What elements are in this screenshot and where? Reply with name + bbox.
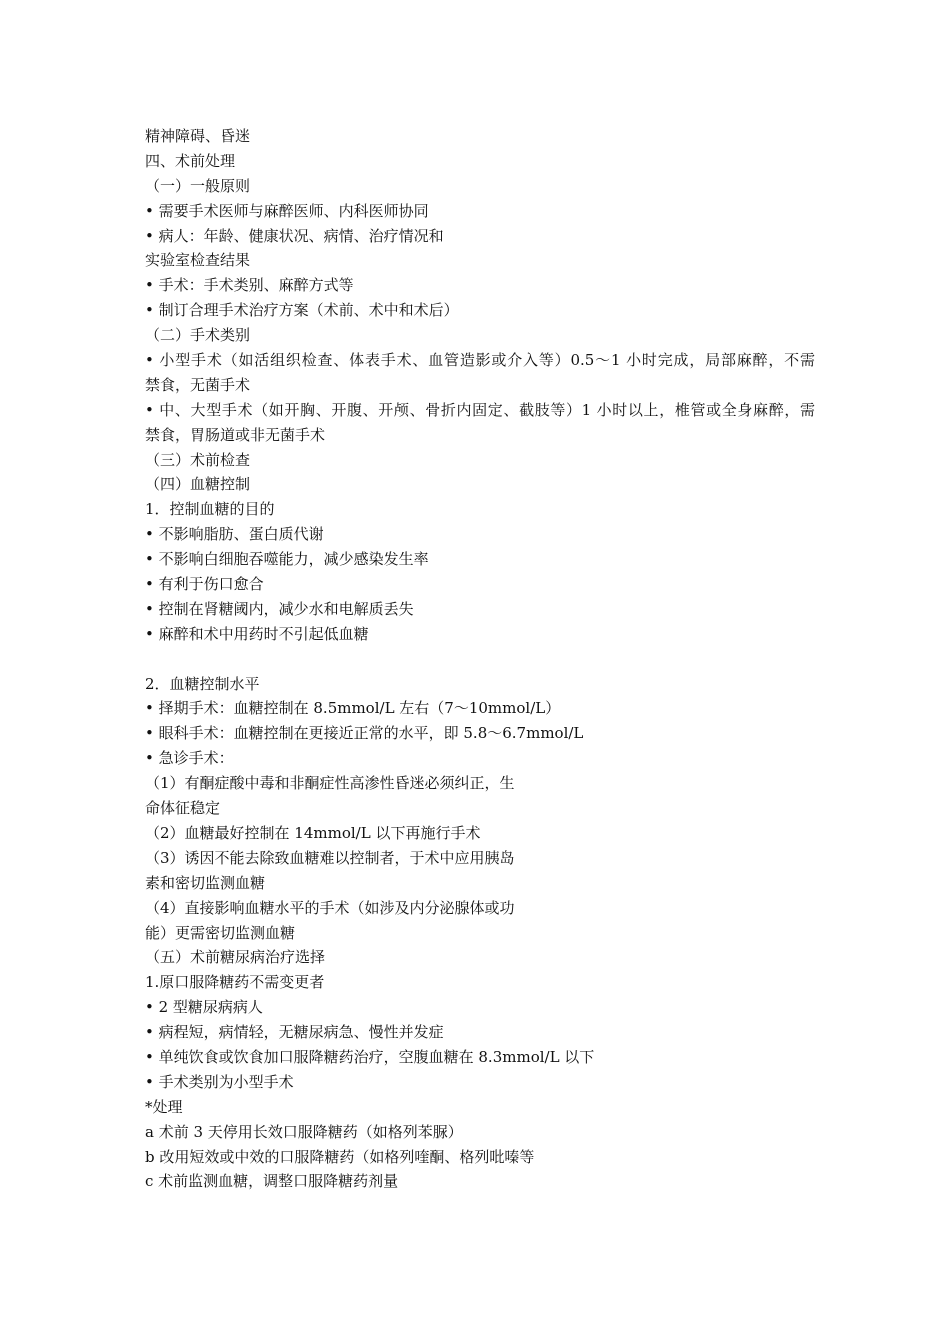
bullet-item: • 单纯饮食或饮食加口服降糖药治疗，空腹血糖在 8.3mmol/L 以下	[145, 1047, 595, 1066]
bullet-item: • 急诊手术：	[145, 749, 234, 768]
text-line: 实验室检查结果	[145, 251, 251, 270]
lettered-item: a 术前 3 天停用长效口服降糖药（如格列苯脲）	[145, 1122, 463, 1141]
lettered-item: b 改用短效或中效的口服降糖药（如格列喹酮、格列吡嗪等	[145, 1147, 535, 1166]
bullet-item: • 麻醉和术中用药时不引起低血糖	[145, 624, 369, 643]
lettered-item: c 术前监测血糖，调整口服降糖药剂量	[145, 1172, 399, 1191]
subsection-heading: （四）血糖控制	[145, 475, 251, 494]
bullet-item: • 手术类别为小型手术	[145, 1072, 294, 1091]
numbered-heading: 1.原口服降糖药不需变更者	[145, 973, 325, 992]
text-line: *处理	[145, 1097, 183, 1116]
bullet-item: • 控制在肾糖阈内，减少水和电解质丢失	[145, 599, 414, 618]
bullet-item: • 病人：年龄、健康状况、病情、治疗情况和	[145, 226, 444, 245]
text-line: 精神障碍、昏迷	[145, 127, 251, 145]
bullet-item: • 有利于伤口愈合	[145, 575, 264, 594]
bullet-item: • 病程短，病情轻，无糖尿病急、慢性并发症	[145, 1023, 444, 1042]
text-line: 命体征稳定	[145, 799, 221, 818]
section-heading: 四、术前处理	[145, 151, 236, 170]
text-line: 禁食，无菌手术	[145, 375, 251, 394]
numbered-item: （2）血糖最好控制在 14mmol/L 以下再施行手术	[145, 823, 481, 842]
subsection-heading: （二）手术类别	[145, 326, 251, 345]
bullet-item: • 择期手术：血糖控制在 8.5mmol/L 左右（7～10mmol/L）	[145, 699, 561, 718]
bullet-item: • 不影响白细胞吞噬能力，减少感染发生率	[145, 550, 429, 569]
numbered-heading: 1．控制血糖的目的	[145, 500, 275, 519]
subsection-heading: （五）术前糖尿病治疗选择	[145, 948, 326, 967]
numbered-item: （4）直接影响血糖水平的手术（如涉及内分泌腺体或功	[145, 898, 515, 917]
numbered-item: （1）有酮症酸中毒和非酮症性高渗性昏迷必须纠正，生	[145, 774, 515, 793]
numbered-heading: 2．血糖控制水平	[145, 674, 260, 693]
text-line: 素和密切监测血糖	[145, 873, 266, 892]
bullet-item: • 不影响脂肪、蛋白质代谢	[145, 525, 324, 544]
text-line: 禁食，胃肠道或非无菌手术	[145, 425, 326, 444]
bullet-item: • 2 型糖尿病病人	[145, 998, 263, 1017]
text-line: 能）更需密切监测血糖	[145, 923, 296, 942]
subsection-heading: （一）一般原则	[145, 176, 251, 195]
bullet-item: • 制订合理手术治疗方案（术前、术中和术后）	[145, 301, 459, 320]
subsection-heading: （三）术前检查	[145, 450, 251, 469]
bullet-item: • 手术：手术类别、麻醉方式等	[145, 276, 354, 295]
document-body	[145, 124, 815, 1194]
bullet-item: • 需要手术医师与麻醉医师、内科医师协同	[145, 201, 429, 220]
blank-line	[145, 647, 815, 672]
bullet-item: • 眼科手术：血糖控制在更接近正常的水平，即 5.8～6.7mmol/L	[145, 724, 584, 743]
bullet-item: • 中、大型手术（如开胸、开腹、开颅、骨折内固定、截肢等）1 小时以上，椎管或全身麻醉，需	[145, 400, 815, 419]
bullet-item: • 小型手术（如活组织检查、体表手术、血管造影或介入等）0.5～1 小时完成，局部麻醉，不需	[145, 351, 815, 370]
numbered-item: （3）诱因不能去除致血糖难以控制者，于术中应用胰岛	[145, 848, 515, 867]
